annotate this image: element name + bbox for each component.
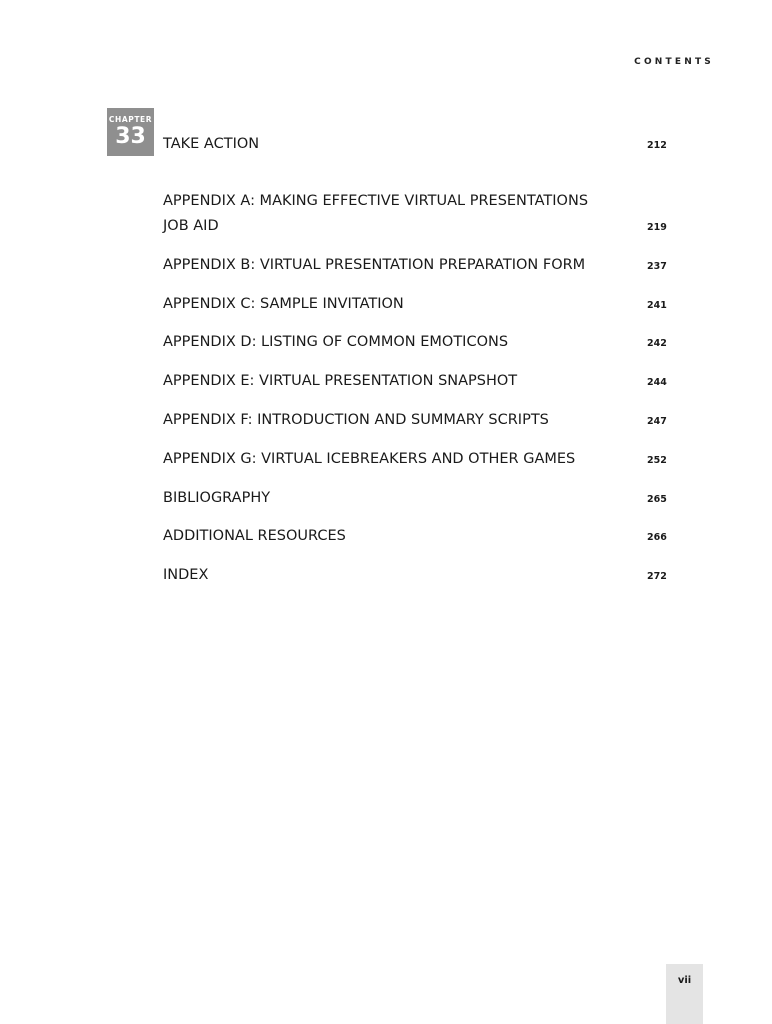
- running-head: CONTENTS: [634, 57, 714, 67]
- toc-entry-additional-resources-title[interactable]: ADDITIONAL RESOURCES: [163, 528, 346, 544]
- toc-entry-appendix-a-page[interactable]: 219: [647, 222, 667, 233]
- toc-entry-index-title[interactable]: INDEX: [163, 567, 209, 583]
- toc-entry-appendix-g-page[interactable]: 252: [647, 455, 667, 466]
- toc-entry-index-page[interactable]: 272: [647, 571, 667, 582]
- toc-entry-appendix-d-title[interactable]: APPENDIX D: LISTING OF COMMON EMOTICONS: [163, 334, 509, 350]
- toc-entry-appendix-c-page[interactable]: 241: [647, 300, 667, 311]
- toc-entry-bibliography-title[interactable]: BIBLIOGRAPHY: [163, 490, 271, 506]
- toc-entry-appendix-b-page[interactable]: 237: [647, 261, 667, 272]
- toc-entry-bibliography-page[interactable]: 265: [647, 494, 667, 505]
- toc-entry-appendix-g-title[interactable]: APPENDIX G: VIRTUAL ICEBREAKERS AND OTHER GAMES: [163, 451, 576, 467]
- page-number: vii: [677, 975, 692, 986]
- toc-entry-appendix-b-title[interactable]: APPENDIX B: VIRTUAL PRESENTATION PREPARATION FORM: [163, 257, 586, 273]
- toc-entry-appendix-c-title[interactable]: APPENDIX C: SAMPLE INVITATION: [163, 296, 404, 312]
- toc-entry-additional-resources-page[interactable]: 266: [647, 532, 667, 543]
- toc-entry-appendix-a-title-line1[interactable]: APPENDIX A: MAKING EFFECTIVE VIRTUAL PRESENTATIONS: [163, 193, 589, 209]
- folio-tab: [666, 964, 703, 1024]
- toc-entry-chapter-33-title[interactable]: TAKE ACTION: [163, 136, 260, 152]
- chapter-badge-label: CHAPTER: [108, 115, 153, 124]
- toc-entry-appendix-e-title[interactable]: APPENDIX E: VIRTUAL PRESENTATION SNAPSHOT: [163, 373, 518, 389]
- toc-entry-appendix-f-title[interactable]: APPENDIX F: INTRODUCTION AND SUMMARY SCRIPTS: [163, 412, 549, 428]
- toc-entry-appendix-e-page[interactable]: 244: [647, 377, 667, 388]
- toc-entry-appendix-f-page[interactable]: 247: [647, 416, 667, 427]
- chapter-badge: [107, 108, 154, 156]
- toc-entry-chapter-33-page[interactable]: 212: [647, 140, 667, 151]
- toc-entry-appendix-d-page[interactable]: 242: [647, 338, 667, 349]
- toc-entry-appendix-a-title-line2[interactable]: JOB AID: [163, 218, 219, 234]
- chapter-badge-number: 33: [115, 124, 146, 149]
